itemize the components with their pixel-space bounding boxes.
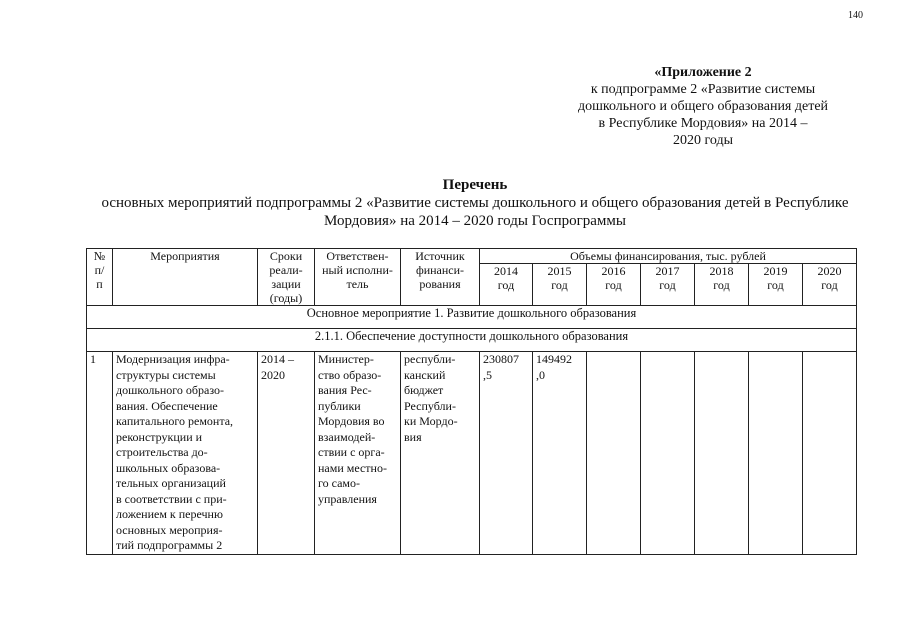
row-value-2018 [695, 352, 749, 555]
header-event: Мероприятия [113, 249, 258, 306]
row-value-2019 [749, 352, 803, 555]
heading-title: Перечень [442, 177, 508, 193]
table-row [87, 352, 857, 555]
appendix-line: к подпрограмме 2 «Развитие системы [590, 82, 816, 97]
row-value-2016 [587, 352, 641, 555]
header-source: Источник финанси- рования [401, 249, 480, 306]
header-terms: Сроки реали- зации (годы) [258, 249, 315, 306]
header-num: № п/ п [87, 249, 113, 306]
section-main-title: Основное мероприятие 1. Развитие дошкольного образования [87, 306, 857, 329]
row-value-2015: 149492 ,0 [533, 352, 587, 555]
appendix-line: 2020 годы [672, 133, 734, 148]
header-year: 2016 год [587, 264, 641, 306]
page-number: 140 [848, 10, 863, 21]
row-value-2014: 230807 ,5 [480, 352, 533, 555]
section-sub-row [87, 329, 857, 352]
table-header-row [87, 249, 857, 264]
header-year: 2014 год [480, 264, 533, 306]
section-main-row [87, 306, 857, 329]
header-year: 2020 год [803, 264, 857, 306]
row-source: республи- канский бюджет Республи- ки Мордо- вия [401, 352, 480, 555]
header-year: 2018 год [695, 264, 749, 306]
header-executor: Ответствен- ный исполни- тель [315, 249, 401, 306]
appendix-line: дошкольного и общего образования детей [577, 99, 829, 114]
section-sub-title: 2.1.1. Обеспечение доступности дошкольного образования [87, 329, 857, 352]
events-table [86, 248, 857, 555]
row-executor: Министер- ство образо- вания Рес- публики Мордовия во взаимодей- ствии с орга- нами местно- го само- управления [315, 352, 401, 555]
row-value-2017 [641, 352, 695, 555]
row-num: 1 [87, 352, 113, 555]
appendix-title: «Приложение 2 [654, 65, 752, 80]
header-year: 2019 год [749, 264, 803, 306]
row-value-2020 [803, 352, 857, 555]
heading-subtitle: основных мероприятий подпрограммы 2 «Развитие системы дошкольного и общего образования детей в Республике Мордовия» на 2014 – 2020 годы Госпрограммы [101, 195, 849, 229]
document-heading [80, 176, 870, 230]
appendix-line: в Республике Мордовия» на 2014 – [598, 116, 808, 131]
header-funding: Объемы финансирования, тыс. рублей [480, 249, 857, 264]
appendix-block [543, 64, 863, 149]
header-year: 2015 год [533, 264, 587, 306]
row-terms: 2014 – 2020 [258, 352, 315, 555]
row-event: Модернизация инфра- структуры системы дошкольного образо- вания. Обеспечение капитального ремонта, реконструкции и строительства до- школьных образова- тельных организаций в соответствии с при- ложением к перечню основных мероприя- тий подпрограммы 2 [113, 352, 258, 555]
header-year: 2017 год [641, 264, 695, 306]
